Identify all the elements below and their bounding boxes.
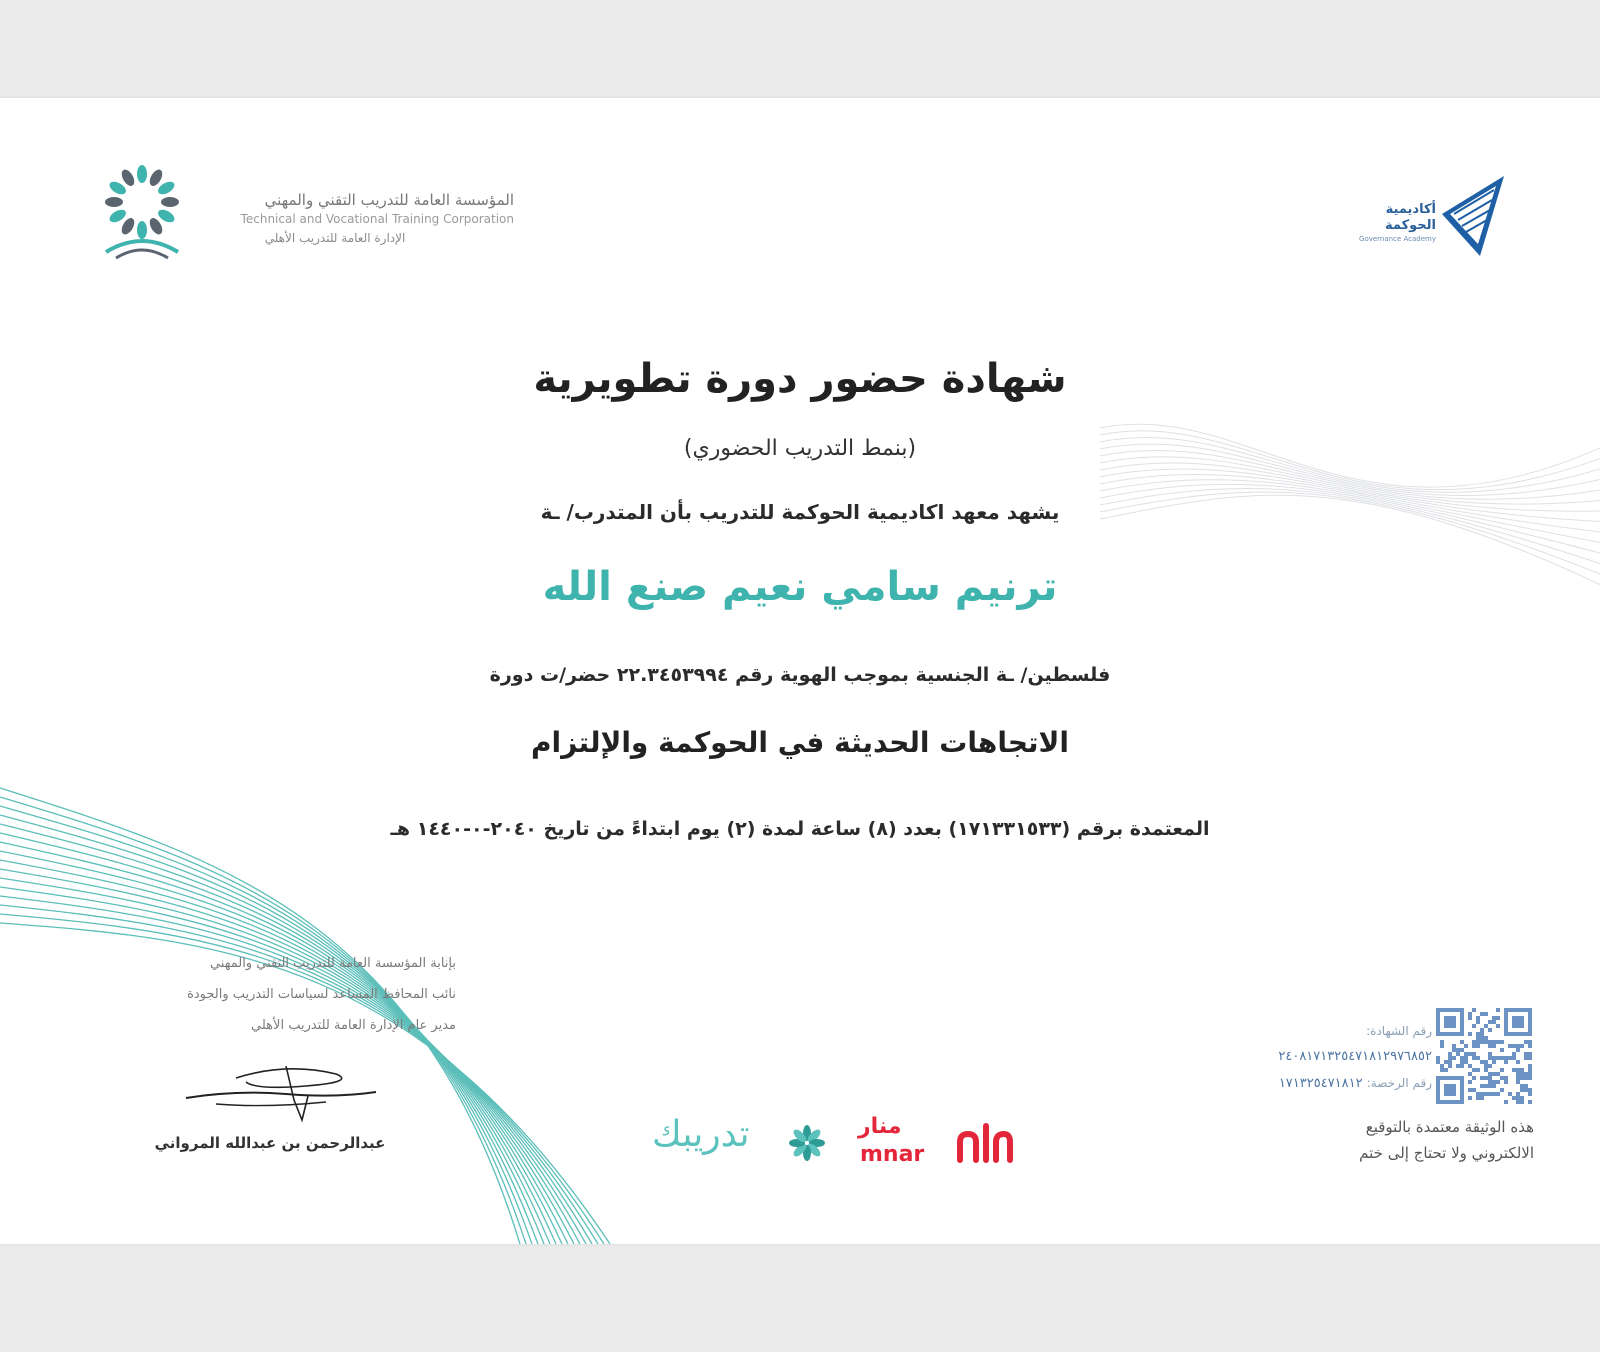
governance-academy-logo-icon bbox=[1440, 174, 1506, 258]
signatory-title-line: مدير عام الإدارة العامة للتدريب الأهلي bbox=[251, 1018, 456, 1033]
certificate-subtitle: (بنمط التدريب الحضوري) bbox=[683, 436, 917, 461]
accreditation-line: المعتمدة برقم (١٧١٣٣١٥٣٣) بعدد (٨) ساعة لمدة (٢) يوم ابتداءً من تاريخ ٢٠٤٠-٠-١٤٤٠ هـ bbox=[390, 818, 1210, 840]
tvtc-name-block bbox=[196, 190, 514, 248]
academy-name-block bbox=[1336, 202, 1436, 244]
verification-block bbox=[1204, 1018, 1432, 1097]
certifies-line: يشهد معهد اكاديمية الحوكمة للتدريب بأن المتدرب/ ـة bbox=[540, 500, 1060, 524]
cert-no-value: ٢٤٠٨١٧١٣٢٥٤٧١٨١٢٩٧٦٨٥٢ bbox=[1278, 1049, 1432, 1064]
trainee-name: ترنيم سامي نعيم صنع الله bbox=[542, 564, 1058, 610]
signatory-title-line: بإنابة المؤسسة العامة للتدريب التقني والمهني bbox=[209, 956, 456, 971]
tvtc-name-en: Technical and Vocational Training Corporation bbox=[240, 212, 514, 226]
qr-code-icon bbox=[1436, 1008, 1532, 1104]
academy-name-en: Governance Academy bbox=[1359, 235, 1436, 243]
tadreeb-logo-text: تدريبك bbox=[652, 1114, 750, 1155]
course-name: الاتجاهات الحديثة في الحوكمة والإلتزام bbox=[531, 726, 1069, 759]
mnar-logo-icon bbox=[954, 1116, 1014, 1164]
tvtc-tree-logo-icon bbox=[96, 160, 188, 260]
signature-icon bbox=[176, 1056, 386, 1126]
signatory-title-line: نائب المحافظ المساعد لسياسات التدريب والجودة bbox=[187, 987, 456, 1002]
license-row bbox=[1204, 1070, 1432, 1097]
signatory-titles bbox=[90, 948, 456, 1041]
tvtc-dept-ar: الإدارة العامة للتدريب الأهلي bbox=[264, 231, 406, 245]
nationality-line: فلسطين/ ـة الجنسية بموجب الهوية رقم ٢٢.٣٤٥٣٩٩٤ حضر/ت دورة bbox=[489, 664, 1111, 686]
academy-name-ar: أكاديمية الحوكمة bbox=[1384, 202, 1436, 233]
license-value: ١٧١٣٢٥٤٧١٨١٢ bbox=[1278, 1076, 1363, 1091]
license-label: رقم الرخصة: bbox=[1366, 1076, 1432, 1090]
document-note-line: الالكتروني ولا تحتاج إلى ختم bbox=[1359, 1144, 1534, 1162]
tadreeb-star-icon bbox=[788, 1124, 826, 1162]
cert-no-label: رقم الشهادة: bbox=[1366, 1024, 1432, 1038]
mnar-logo-ar: منار bbox=[858, 1114, 902, 1139]
certificate-page bbox=[0, 98, 1600, 1244]
certificate-title: شهادة حضور دورة تطويرية bbox=[533, 356, 1067, 402]
document-note bbox=[1260, 1114, 1534, 1166]
document-note-line: هذه الوثيقة معتمدة بالتوقيع bbox=[1365, 1118, 1534, 1136]
mnar-logo-en: mnar bbox=[860, 1142, 925, 1167]
tvtc-name-ar: المؤسسة العامة للتدريب التقني والمهني bbox=[264, 191, 514, 209]
signatory-name: عبدالرحمن بن عبدالله المرواني bbox=[154, 1134, 386, 1152]
